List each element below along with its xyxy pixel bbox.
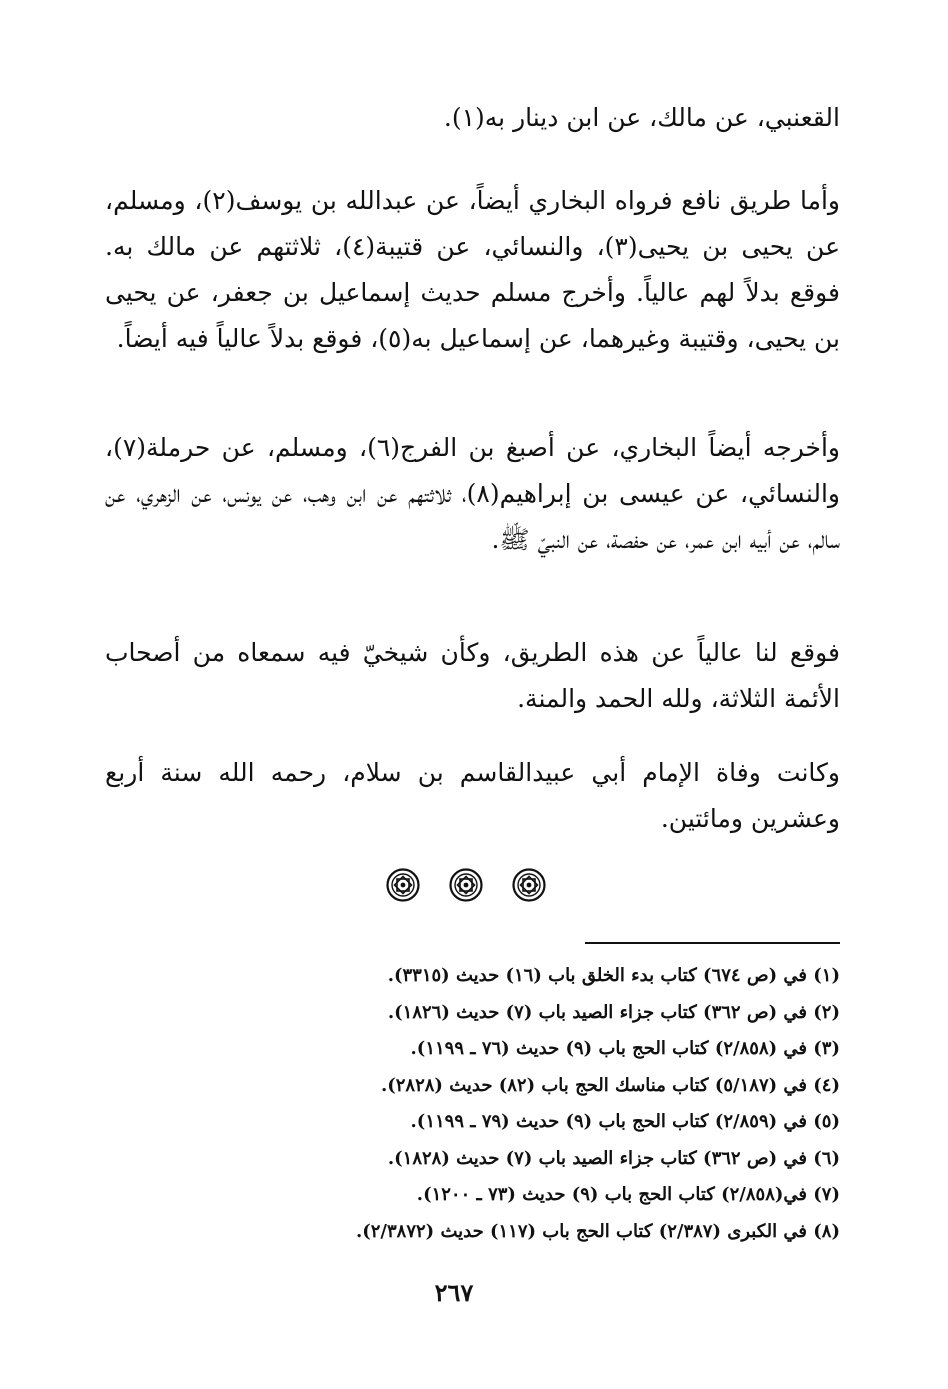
page-number: ٢٦٧ xyxy=(434,1278,474,1307)
ornament-icon xyxy=(449,868,483,902)
footnote-item: (٤) في (٥/١٨٧) كتاب مناسك الحج باب (٨٢) حديث (٢٨٢٨). xyxy=(380,1074,840,1096)
section-divider-ornaments xyxy=(386,868,546,904)
footnote-item: (٢) في (ص ٣٦٢) كتاب جزاء الصيد باب (٧) حديث (١٨٢٦). xyxy=(387,1001,840,1023)
ornament-icon xyxy=(386,868,420,902)
body-paragraph xyxy=(105,95,840,141)
ornament-icon xyxy=(512,868,546,902)
footnote-item: (٧) في(٢/٨٥٨) كتاب الحج باب (٩) حديث (٧٣ ـ ١٢٠٠). xyxy=(416,1184,840,1205)
footnote-item: (٨) في الكبرى (٢/٣٨٧) كتاب الحج باب (١١٧) حديث (٢/٣٨٧٢). xyxy=(355,1220,840,1242)
paragraph-text: وكانت وفاة الإمام أبي عبيدالقاسم بن سلام، رحمه الله سنة أربع وعشرين ومائتين. xyxy=(105,758,840,833)
body-paragraph xyxy=(105,750,840,842)
body-paragraph xyxy=(105,178,840,362)
footnote-item: (٦) في (ص ٣٦٢) كتاب جزاء الصيد باب (٧) حديث (١٨٢٨). xyxy=(387,1147,840,1169)
body-paragraph xyxy=(105,630,840,722)
paragraph-text: وأما طريق نافع فرواه البخاري أيضاً، عن عبدالله بن يوسف(٢)، ومسلم، عن يحيى بن يحيى(٣)، والنسائي، عن قتيبة(٤)، ثلاثتهم عن مالك به. فوقع بدلاً لهم عالياً. وأخرج مسلم حديث إسماعيل بن جعفر، عن يحيى بن يحيى، وقتيبة وغيرهما، عن إسماعيل به(٥)، فوقع بدلاً عالياً فيه أيضاً. xyxy=(105,186,840,353)
paragraph-text: فوقع لنا عالياً عن هذه الطريق، وكأن شيخيّ فيه سمعاه من أصحاب الأئمة الثلاثة، ولله الحمد والمنة. xyxy=(105,638,840,713)
footnote-item: (٣) في (٢/٨٥٨) كتاب الحج باب (٩) حديث (٧٦ ـ ١١٩٩). xyxy=(410,1038,840,1059)
body-paragraph xyxy=(105,425,840,563)
footnote-item: (١) في (ص ٦٧٤) كتاب بدء الخلق باب (١٦) حديث (٣٣١٥). xyxy=(387,965,840,986)
footnote-separator xyxy=(585,942,840,944)
paragraph-text: وأخرجه أيضاً البخاري، عن أصبغ بن الفرج(٦)، ومسلم، عن حرملة(٧)، والنسائي، عن عيسى بن إبراهيم(٨)، ثلاثتهم عن ابن وهب، عن يونس، عن الزهري، عن سالم، عن أبيه ابن عمر، عن حفصة، عن النبيّ ﷺ. xyxy=(105,433,840,554)
footnote-item: (٥) في (٢/٨٥٩) كتاب الحج باب (٩) حديث (٧٩ ـ ١١٩٩). xyxy=(410,1111,840,1132)
footnotes-list xyxy=(140,958,840,1250)
paragraph-text: القعنبي، عن مالك، عن ابن دينار به(١). xyxy=(443,103,840,132)
